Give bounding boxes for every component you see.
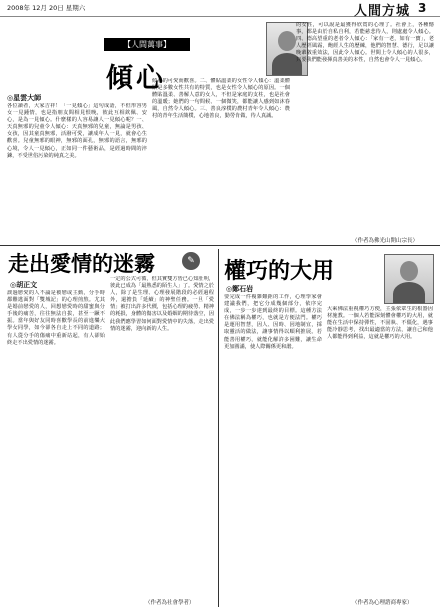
left-article-author: ◎胡正文 bbox=[10, 281, 38, 289]
right-article-column-1: 要完成一件複雜艱鉅的工作，心理學家會建議我們，把它分成幾個部分，依序完成，一步一步達到最終的目標。這種方法在佛法稱為權巧，也就是方便法門。權巧是運用智慧，因人、因時、因地制宜，採取靈活的做法，讓事情得以順利推展。若能善用權巧，就能化解許多困難，讓生命更加圓滿，使人際關係更和諧。 bbox=[224, 294, 322, 350]
left-article-column-2: 一定的公式可循，但其實雙方皆已心知肚明，彼此已成為「最熟悉的陌生人」了。愛情之於人，除了是生理、心理發展階段的必經過程外，還擔負「延續」的神聖任務。一旦「愛情」被打出許多代價，包括心理的疲勞、精神的耗損，身體的傷害以及婚姻的期待落空，因此我們應學習如何面對愛情中的失落，走出愛情的迷霧，迎向新的人生。 bbox=[110, 276, 214, 332]
left-article-title: 走出愛情的迷霧 bbox=[8, 251, 155, 276]
left-article-column-1: 談過戀愛的人不論是被戀或主動，分手時都難逃面對「雙城記」的心理煎熬。尤其是婚前戀愛的人，回想戀愛時的甜蜜與分手後的痛苦，往往無法自拔，甚至一蹶不振。當年與好友同時喜歡學長的前進樂大學女同學，如今卻各自走上不同的道路；有人從分手的傷痛中重新站起，有人卻始終走不出愛情的迷霧。 bbox=[7, 290, 105, 346]
top-article-title: 傾心 bbox=[106, 63, 166, 94]
top-article-column-1: 各位讀者，大家吉祥！「一見傾心」這句成語，不但形容男女一見鍾情，也是指朋友間相見恨晚，彼此互相欽佩、安心，是為一見傾心。什麼樣的人容易讓人一見傾心呢？一、天真無邪的兒童令人傾心：天真無邪的兒童，無論是男孩、女孩，因其童真無邪，活潑可愛，讓成年人一見，就會心生歡喜。兒童無邪的眼神，無邪的面孔，無邪的語言，無邪的心境，令人一見傾心，正如同一件藝術品，是經過時間的淬鍊，不受世俗污染的純真之美。 bbox=[7, 103, 147, 159]
top-article-credit: （作者為佛光山開山宗長） bbox=[352, 238, 419, 244]
page-number: 3 bbox=[418, 1, 427, 15]
top-article-column-3: 的女性，可以說是最獲得欣賞的心理了。社會上，各種憾事，都是由於自私自利，若能慈悲待人，則處處令人傾心。四、德高望重的老者令人傾心：「家有一老，如有一寶」，老人歷經風霜，飽經人生的歷練，他們的智慧、德行，足以讓晚輩敬重效法，因此令人傾心。世間上令人傾心的人很多，只要我們能發揮真善美的本性，自然也會令人一見傾心。 bbox=[296, 22, 434, 64]
author-avatar: ✎ bbox=[182, 252, 200, 270]
top-article-author: ◎星雲大師 bbox=[7, 94, 42, 102]
right-article-author: ◎鄭石岩 bbox=[226, 285, 254, 293]
author-photo-right bbox=[384, 254, 434, 304]
right-article-title: 權巧的大用 bbox=[224, 258, 335, 284]
column-label: 【人間萬事】 bbox=[104, 38, 190, 51]
page-header bbox=[0, 0, 440, 17]
section-title: 人間方城 bbox=[354, 4, 411, 19]
right-article-credit: （作者為心理諮商專家） bbox=[352, 600, 413, 606]
top-article-column-2: 傾心的可愛而歡喜。二、體貼溫柔的女性令人傾心：溫柔體貼是多數女性共有的特質，也是女性令人傾心的原因。一個體貼溫柔、善解人意的女人，不但是家庭的支柱，也是社會的溫暖；她們的一句問候、一個微笑，都能讓人感到如沐春風，自然令人傾心。三、善良淳樸的農村青年令人傾心：農村的青年生活簡樸，心地善良，勤勞肯做，待人真誠。 bbox=[152, 78, 290, 120]
right-article-column-2: 大乘佛法重視權巧方便，主張依眾生的根器因材施教。一個人若能深刻體會權巧的大用，就能在生活中保持彈性，不固執、不僵化，遇事能冷靜思考，找出最適當的方法，讓自己和他人都能得到利益，這就是權巧的大用。 bbox=[327, 306, 433, 341]
issue-date: 2008年 12月 20日 星期六 bbox=[7, 4, 86, 12]
vertical-divider bbox=[218, 249, 219, 607]
left-article-credit: （作者為社會學者） bbox=[145, 600, 195, 606]
horizontal-divider bbox=[0, 245, 440, 246]
